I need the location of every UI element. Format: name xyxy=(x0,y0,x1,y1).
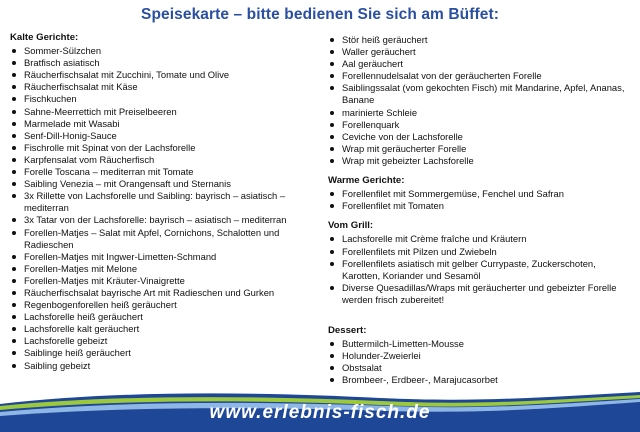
list-item: Saiblinge heiß geräuchert xyxy=(10,347,310,359)
kalte-cont-list xyxy=(328,34,628,167)
left-column xyxy=(10,32,310,372)
list-item: Forellen-Matjes mit Melone xyxy=(10,263,310,275)
list-item: Karpfensalat vom Räucherfisch xyxy=(10,154,310,166)
list-item: Lachsforelle heiß geräuchert xyxy=(10,311,310,323)
list-item: Waller geräuchert xyxy=(328,46,628,58)
list-item: 3x Tatar von der Lachsforelle: bayrisch – asiatisch – mediterran xyxy=(10,214,310,226)
list-item: Saiblingssalat (vom gekochten Fisch) mit Mandarine, Apfel, Ananas, Banane xyxy=(328,82,628,106)
list-item: 3x Rillette von Lachsforelle und Saibling: bayrisch – asiatisch – mediterran xyxy=(10,190,310,214)
list-item: Bratfisch asiatisch xyxy=(10,57,310,69)
list-item: Räucherfischsalat bayrische Art mit Radieschen und Gurken xyxy=(10,287,310,299)
right-column xyxy=(328,34,628,386)
list-item: Buttermilch-Limetten-Mousse xyxy=(328,338,628,350)
section-heading-grill: Vom Grill: xyxy=(328,220,374,232)
list-item: Saibling Venezia – mit Orangensaft und Sternanis xyxy=(10,178,310,190)
list-item: Stör heiß geräuchert xyxy=(328,34,628,46)
list-item: Forellen-Matjes mit Kräuter-Vinaigrette xyxy=(10,275,310,287)
list-item: Forellen-Matjes – Salat mit Apfel, Cornichons, Schalotten und Radieschen xyxy=(10,227,310,251)
list-item: Aal geräuchert xyxy=(328,58,628,70)
kalte-list xyxy=(10,45,310,372)
section-heading-dessert: Dessert: xyxy=(328,324,367,336)
list-item: Wrap mit gebeizter Lachsforelle xyxy=(328,155,628,167)
list-item: Forellenquark xyxy=(328,119,628,131)
list-item: Forellenfilet mit Sommergemüse, Fenchel und Safran xyxy=(328,188,628,200)
list-item: Holunder-Zweierlei xyxy=(328,350,628,362)
list-item: Lachsforelle kalt geräuchert xyxy=(10,323,310,335)
section-heading-kalte: Kalte Gerichte: xyxy=(10,32,79,43)
list-item: Fischkuchen xyxy=(10,93,310,105)
list-item: Ceviche von der Lachsforelle xyxy=(328,131,628,143)
list-item: Sommer-Sülzchen xyxy=(10,45,310,57)
list-item: Forellen-Matjes mit Ingwer-Limetten-Schmand xyxy=(10,251,310,263)
list-item: Wrap mit geräucherter Forelle xyxy=(328,143,628,155)
list-item: Sahne-Meerrettich mit Preiselbeeren xyxy=(10,106,310,118)
list-item: Senf-Dill-Honig-Sauce xyxy=(10,130,310,142)
list-item: Fischrolle mit Spinat von der Lachsforelle xyxy=(10,142,310,154)
list-item: Forellenfilet mit Tomaten xyxy=(328,200,628,212)
list-item: Marmelade mit Wasabi xyxy=(10,118,310,130)
list-item: Forellenfilets mit Pilzen und Zwiebeln xyxy=(328,246,628,258)
warme-list xyxy=(328,188,628,212)
list-item: Lachsforelle mit Crème fraîche und Kräutern xyxy=(328,233,628,245)
list-item: Forellenfilets asiatisch mit gelber Currypaste, Zuckerschoten, Karotten, Koriander und Sesamöl xyxy=(328,258,628,282)
page-title: Speisekarte – bitte bedienen Sie sich am Büffet: xyxy=(141,6,499,23)
list-item: Obstsalat xyxy=(328,362,628,374)
section-heading-warme: Warme Gerichte: xyxy=(328,175,405,187)
list-item: Saibling gebeizt xyxy=(10,360,310,372)
list-item: Forellennudelsalat von der geräucherten Forelle xyxy=(328,70,628,82)
list-item: Brombeer-, Erdbeer-, Marajucasorbet xyxy=(328,374,628,386)
list-item: Räucherfischsalat mit Käse xyxy=(10,81,310,93)
list-item: Forelle Toscana – mediterran mit Tomate xyxy=(10,166,310,178)
dessert-list xyxy=(328,338,628,386)
grill-list xyxy=(328,233,628,306)
list-item: Lachsforelle gebeizt xyxy=(10,335,310,347)
footer-banner xyxy=(0,390,640,432)
list-item: Räucherfischsalat mit Zucchini, Tomate und Olive xyxy=(10,69,310,81)
list-item: marinierte Schleie xyxy=(328,107,628,119)
list-item: Diverse Quesadillas/Wraps mit geräucherter und gebeizter Forelle werden frisch zubereitet! xyxy=(328,282,628,306)
website-url[interactable]: www.erlebnis-fisch.de xyxy=(209,402,431,423)
list-item: Regenbogenforellen heiß geräuchert xyxy=(10,299,310,311)
